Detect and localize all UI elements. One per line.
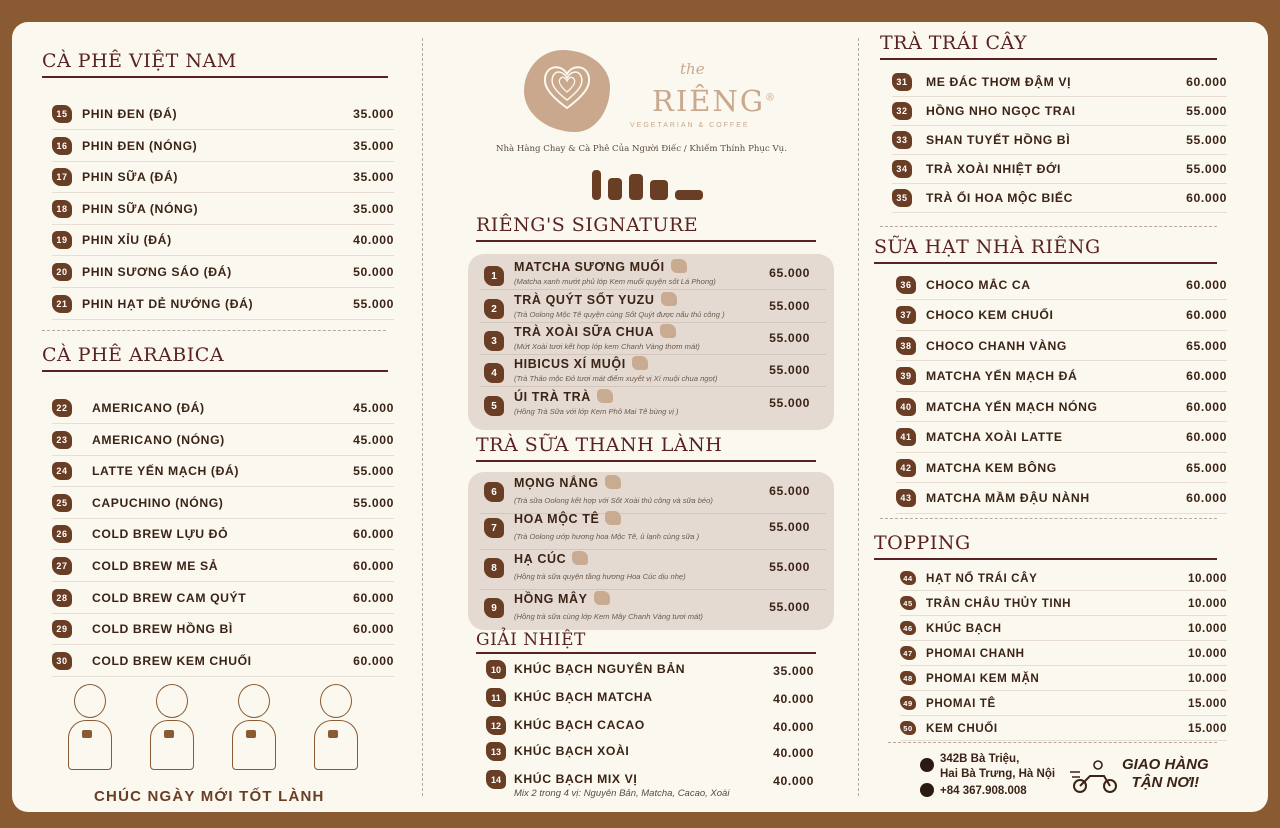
signature-item-row — [480, 510, 826, 550]
signature-item-row — [480, 474, 826, 514]
hand-sign-icon — [605, 511, 621, 525]
item-number-badge: 25 — [52, 494, 72, 512]
menu-item-row — [892, 126, 1227, 155]
menu-item-row — [52, 162, 394, 193]
item-price: 55.000 — [1186, 104, 1227, 118]
item-price: 15.000 — [1187, 696, 1227, 710]
item-name: PHOMAI TÊ — [926, 696, 996, 710]
signature-item-row — [480, 590, 826, 630]
item-name: KHÚC BẠCH NGUYÊN BẢN — [514, 662, 686, 676]
item-price: 10.000 — [1187, 621, 1227, 635]
item-description: (Hồng Trà Sữa với lớp Kem Phô Mai Tê bùng vị ) — [514, 407, 679, 416]
item-name: PHIN SỮA (ĐÁ) — [82, 170, 178, 185]
signature-item-row — [480, 291, 826, 323]
item-price: 60.000 — [1186, 430, 1227, 444]
item-price: 65.000 — [1186, 338, 1227, 353]
menu-item-row — [52, 614, 394, 645]
menu-item-row — [52, 225, 394, 256]
location-pin-icon — [920, 758, 934, 772]
item-price: 60.000 — [353, 527, 394, 542]
item-name: KEM CHUỐI — [926, 721, 998, 735]
signature-item-row — [480, 323, 826, 355]
item-number-badge: 33 — [892, 131, 912, 149]
item-description: Mix 2 trong 4 vị: Nguyên Bản, Matcha, Cacao, Xoài — [514, 788, 730, 799]
brand-subtitle: VEGETARIAN & COFFEE — [630, 122, 750, 129]
sign-language-hands-icon — [592, 170, 703, 200]
item-name-text: TRÀ XOÀI SỮA CHUA — [514, 325, 655, 339]
item-name: HẠT NỔ TRÁI CÂY — [926, 571, 1038, 585]
item-name: TRÀ XOÀI NHIỆT ĐỚI — [926, 162, 1061, 176]
item-name: SHAN TUYẾT HỒNG BÌ — [926, 133, 1071, 147]
hand-sign-icon — [594, 591, 610, 605]
item-price: 10.000 — [1187, 571, 1227, 585]
menu-item-row — [896, 331, 1227, 361]
menu-item-row — [896, 362, 1227, 392]
menu-item-row — [472, 656, 826, 683]
menu-item-row — [892, 68, 1227, 97]
item-price: 60.000 — [1186, 277, 1227, 292]
item-number-badge: 49 — [900, 696, 916, 710]
item-number-badge: 39 — [896, 367, 916, 385]
item-number-badge: 50 — [900, 721, 916, 735]
menu-item-row — [472, 738, 826, 765]
item-name: CHOCO KEM CHUỐI — [926, 308, 1054, 322]
address: 342B Bà Triệu, Hai Bà Trưng, Hà Nội — [940, 753, 1056, 780]
item-number-badge: 28 — [52, 589, 72, 607]
menu-item-row — [900, 641, 1227, 666]
item-name — [514, 475, 621, 490]
item-name — [514, 551, 588, 566]
menu-item-row — [892, 184, 1227, 213]
item-price: 65.000 — [769, 266, 810, 280]
column-divider — [858, 38, 859, 796]
item-name: KHÚC BẠCH MIX VỊ — [514, 772, 638, 786]
item-price: 35.000 — [773, 664, 814, 678]
item-number-badge: 21 — [52, 295, 72, 313]
section-title-ca-phe-arabica: CÀ PHÊ ARABICA — [42, 344, 388, 372]
item-name: HỒNG NHO NGỌC TRAI — [926, 104, 1076, 118]
menu-item-row — [52, 488, 394, 519]
item-number-badge: 12 — [486, 716, 506, 735]
item-name: CAPUCHINO (NÓNG) — [92, 495, 224, 510]
item-price: 55.000 — [769, 520, 810, 534]
signature-item-row — [480, 355, 826, 387]
item-name: PHIN SỮA (NÓNG) — [82, 201, 199, 216]
menu-item-row — [52, 393, 394, 424]
signature-item-row — [480, 550, 826, 590]
item-price: 60.000 — [353, 559, 394, 573]
item-number-badge: 34 — [892, 160, 912, 178]
menu-item-row — [52, 425, 394, 456]
item-number-badge: 11 — [486, 688, 506, 707]
hand-sign-icon — [572, 551, 588, 565]
menu-item-row — [892, 97, 1227, 126]
item-description: (Trà Oolong ướp hương hoa Mộc Tê, ủ lạnh cùng sữa ) — [514, 532, 700, 541]
item-name: KHÚC BẠCH XOÀI — [514, 744, 630, 758]
item-name: COLD BREW ME SẢ — [92, 559, 219, 573]
item-number-badge: 2 — [484, 299, 504, 319]
menu-item-row — [896, 453, 1227, 483]
sign-language-illustration — [62, 678, 364, 776]
item-price: 60.000 — [1186, 399, 1227, 414]
person-illustration — [226, 678, 282, 776]
menu-item-row — [52, 99, 394, 130]
item-name-text: TRÀ QUÝT SỐT YUZU — [514, 293, 655, 307]
item-number-badge: 7 — [484, 518, 504, 538]
item-price: 60.000 — [1186, 369, 1227, 383]
column-center — [456, 22, 826, 812]
item-name: LATTE YẾN MẠCH (ĐÁ) — [92, 464, 240, 479]
item-price: 10.000 — [1187, 671, 1227, 685]
item-price: 55.000 — [1186, 133, 1227, 147]
item-name: PHIN XỈU (ĐÁ) — [82, 233, 172, 248]
item-name — [514, 356, 648, 371]
item-number-badge: 42 — [896, 459, 916, 477]
item-price: 10.000 — [1187, 646, 1227, 660]
item-name: PHOMAI CHANH — [926, 646, 1025, 660]
greeting-text: CHÚC NGÀY MỚI TỐT LÀNH — [94, 788, 325, 805]
item-name-text: HẠ CÚC — [514, 552, 567, 566]
item-price: 60.000 — [1186, 491, 1227, 505]
item-name: MATCHA YẾN MẠCH ĐÁ — [926, 369, 1078, 383]
item-price: 40.000 — [773, 746, 814, 760]
item-price: 55.000 — [769, 560, 810, 574]
item-name: KHÚC BẠCH — [926, 621, 1002, 635]
menu-board — [12, 22, 1268, 812]
item-number-badge: 47 — [900, 646, 916, 660]
item-number-badge: 4 — [484, 363, 504, 383]
menu-item-row — [900, 716, 1227, 741]
menu-item-row — [52, 194, 394, 225]
menu-item-row — [900, 591, 1227, 616]
item-number-badge: 18 — [52, 200, 72, 218]
item-price: 55.000 — [769, 331, 810, 345]
hand-sign-icon — [661, 292, 677, 306]
item-price: 60.000 — [1186, 191, 1227, 205]
item-number-badge: 3 — [484, 331, 504, 351]
item-price: 15.000 — [1187, 721, 1227, 735]
item-description: (Hồng trà sữa quyện tầng hương Hoa Cúc dịu nhẹ) — [514, 572, 686, 581]
item-price: 55.000 — [353, 464, 394, 479]
menu-item-row — [900, 691, 1227, 716]
item-name: CHOCO CHANH VÀNG — [926, 338, 1067, 353]
item-price: 65.000 — [769, 484, 810, 498]
divider — [888, 742, 1217, 743]
section-title-sua-hat: SỮA HẠT NHÀ RIÊNG — [874, 236, 1217, 264]
item-name: PHIN SƯƠNG SÁO (ĐÁ) — [82, 265, 232, 279]
item-number-badge: 31 — [892, 73, 912, 91]
section-title-signature: RIÊNG'S SIGNATURE — [476, 214, 816, 242]
item-price: 60.000 — [353, 622, 394, 637]
item-number-badge: 37 — [896, 306, 916, 324]
menu-item-row — [900, 616, 1227, 641]
phone-icon — [920, 783, 934, 797]
item-name: MATCHA XOÀI LATTE — [926, 430, 1063, 444]
item-name: TRÀ ỔI HOA MỘC BIẾC — [926, 191, 1074, 205]
item-price: 55.000 — [769, 600, 810, 614]
item-number-badge: 41 — [896, 428, 916, 446]
item-name-text: HIBICUS XÍ MUỘI — [514, 357, 626, 371]
menu-item-row — [896, 270, 1227, 300]
item-number-badge: 23 — [52, 431, 72, 449]
item-number-badge: 46 — [900, 621, 916, 635]
item-number-badge: 44 — [900, 571, 916, 585]
item-price: 60.000 — [353, 653, 394, 668]
item-price: 60.000 — [353, 590, 394, 605]
item-number-badge: 40 — [896, 398, 916, 416]
item-number-badge: 22 — [52, 399, 72, 417]
person-illustration — [62, 678, 118, 776]
menu-item-row — [472, 766, 826, 799]
item-price: 55.000 — [769, 299, 810, 313]
column-left — [42, 22, 394, 812]
item-price: 35.000 — [353, 107, 394, 121]
fingerprint-heart-logo — [524, 50, 610, 132]
item-number-badge: 17 — [52, 168, 72, 186]
item-price: 55.000 — [1186, 162, 1227, 176]
item-description: (Trà sữa Oolong kết hợp với Sốt Xoài thủ công và sữa béo) — [514, 496, 713, 505]
menu-item-row — [52, 456, 394, 487]
tagline: Nhà Hàng Chay & Cà Phê Của Người Điếc / Khiếm Thính Phục Vụ. — [496, 144, 787, 154]
menu-item-row — [896, 301, 1227, 331]
item-price: 45.000 — [353, 432, 394, 447]
item-number-badge: 38 — [896, 337, 916, 355]
menu-item-row — [52, 519, 394, 550]
item-name: AMERICANO (ĐÁ) — [92, 401, 205, 415]
column-divider — [422, 38, 423, 796]
menu-item-row — [900, 666, 1227, 691]
person-illustration — [144, 678, 200, 776]
divider — [42, 330, 386, 331]
item-number-badge: 5 — [484, 396, 504, 416]
item-name: PHIN ĐEN (ĐÁ) — [82, 107, 178, 121]
column-right — [872, 22, 1227, 812]
hand-sign-icon — [605, 475, 621, 489]
item-description: (Hồng trà sữa cùng lớp Kem Mây Chanh Vàng tươi mát) — [514, 612, 703, 621]
item-price: 50.000 — [353, 265, 394, 279]
menu-item-row — [896, 484, 1227, 514]
item-name-text: MỌNG NẮNG — [514, 476, 599, 490]
item-number-badge: 19 — [52, 231, 72, 249]
delivery-text: GIAO HÀNG TẬN NƠI! — [1122, 756, 1209, 791]
menu-item-row — [896, 392, 1227, 422]
item-price: 10.000 — [1187, 596, 1227, 610]
menu-item-row — [472, 684, 826, 711]
item-name: MATCHA MẦM ĐẬU NÀNH — [926, 491, 1090, 505]
item-name-text: MATCHA SƯƠNG MUỐI — [514, 260, 665, 274]
item-price: 60.000 — [1186, 308, 1227, 322]
item-number-badge: 9 — [484, 598, 504, 618]
item-price: 55.000 — [353, 495, 394, 510]
phone-number: +84 367.908.008 — [940, 785, 1027, 797]
item-name: ME ĐÁC THƠM ĐẬM VỊ — [926, 75, 1072, 89]
item-name — [514, 292, 677, 307]
item-name: TRÂN CHÂU THỦY TINH — [926, 596, 1072, 610]
item-number-badge: 8 — [484, 558, 504, 578]
item-name — [514, 511, 621, 526]
item-name: COLD BREW CAM QUÝT — [92, 590, 247, 605]
person-illustration — [308, 678, 364, 776]
item-description: (Matcha xanh mướt phủ lớp Kem muối quyện sốt Lá Phong) — [514, 277, 716, 286]
hand-sign-icon — [632, 356, 648, 370]
item-price: 55.000 — [769, 396, 810, 410]
item-number-badge: 10 — [486, 660, 506, 679]
delivery-scooter-icon — [1068, 758, 1120, 794]
item-number-badge: 29 — [52, 620, 72, 638]
signature-item-row — [480, 388, 826, 420]
item-name: PHOMAI KEM MẶN — [926, 671, 1040, 685]
item-name: KHÚC BẠCH CACAO — [514, 718, 645, 732]
item-description: (Trà Oolong Mộc Tê quyện cùng Sốt Quýt được nấu thủ công ) — [514, 310, 725, 319]
item-price: 35.000 — [353, 201, 394, 216]
item-name: PHIN ĐEN (NÓNG) — [82, 138, 198, 153]
item-number-badge: 20 — [52, 263, 72, 281]
item-name: MATCHA YẾN MẠCH NÓNG — [926, 399, 1098, 414]
hand-sign-icon — [597, 389, 613, 403]
menu-item-row — [52, 551, 394, 582]
item-price: 55.000 — [353, 296, 394, 311]
item-name: COLD BREW KEM CHUỐI — [92, 653, 252, 668]
item-description: (Mứt Xoài tươi kết hợp lớp kem Chanh Vàng thơm mát) — [514, 342, 700, 351]
item-number-badge: 45 — [900, 596, 916, 610]
section-title-ca-phe-viet-nam: CÀ PHÊ VIỆT NAM — [42, 50, 388, 78]
item-number-badge: 27 — [52, 557, 72, 575]
signature-item-row — [480, 258, 826, 290]
item-number-badge: 6 — [484, 482, 504, 502]
item-number-badge: 48 — [900, 671, 916, 685]
item-price: 35.000 — [353, 170, 394, 185]
item-description: (Trà Thảo mộc Đỏ tươi mát điểm xuyết vị Xí muội chua ngọt) — [514, 374, 718, 383]
item-name-text: HOA MỘC TÊ — [514, 512, 600, 526]
item-price: 55.000 — [769, 363, 810, 377]
brand-the: the — [680, 60, 705, 78]
section-title-tra-trai-cay: TRÀ TRÁI CÂY — [880, 32, 1217, 60]
menu-item-row — [896, 423, 1227, 453]
menu-item-row — [52, 257, 394, 288]
brand-name: RIÊNG® — [652, 84, 778, 118]
item-name: AMERICANO (NÓNG) — [92, 432, 225, 447]
item-number-badge: 36 — [896, 276, 916, 294]
item-number-badge: 14 — [486, 770, 506, 789]
item-number-badge: 26 — [52, 525, 72, 543]
item-number-badge: 1 — [484, 266, 504, 286]
item-price: 40.000 — [353, 233, 394, 248]
menu-item-row — [892, 155, 1227, 184]
item-name — [514, 591, 610, 606]
item-price: 45.000 — [353, 401, 394, 415]
item-name: MATCHA KEM BÔNG — [926, 460, 1057, 475]
item-name: PHIN HẠT DẺ NƯỚNG (ĐÁ) — [82, 296, 254, 311]
item-price: 40.000 — [773, 692, 814, 706]
menu-item-row — [52, 646, 394, 677]
item-name: CHOCO MẮC CA — [926, 277, 1031, 292]
hand-sign-icon — [660, 324, 676, 338]
item-number-badge: 24 — [52, 462, 72, 480]
item-name: KHÚC BẠCH MATCHA — [514, 690, 653, 704]
section-title-giai-nhiet: GIẢI NHIỆT — [476, 630, 816, 654]
item-price: 40.000 — [773, 720, 814, 734]
menu-item-row — [52, 289, 394, 320]
item-price: 40.000 — [773, 774, 814, 788]
item-number-badge: 13 — [486, 742, 506, 761]
item-number-badge: 32 — [892, 102, 912, 120]
divider — [880, 518, 1217, 519]
item-price: 60.000 — [1186, 75, 1227, 89]
item-number-badge: 30 — [52, 652, 72, 670]
menu-item-row — [472, 712, 826, 739]
item-name-text: ÚI TRÀ TRÀ — [514, 390, 591, 404]
item-name-text: HỒNG MÂY — [514, 592, 588, 606]
item-number-badge: 15 — [52, 105, 72, 123]
item-number-badge: 16 — [52, 137, 72, 155]
item-name — [514, 324, 676, 339]
item-name: COLD BREW HỒNG BÌ — [92, 622, 233, 637]
item-price: 35.000 — [353, 138, 394, 153]
item-number-badge: 35 — [892, 189, 912, 207]
section-title-topping: TOPPING — [874, 532, 1217, 560]
menu-item-row — [52, 131, 394, 162]
item-name — [514, 389, 613, 404]
divider — [880, 226, 1217, 227]
menu-item-row — [52, 583, 394, 614]
item-number-badge: 43 — [896, 489, 916, 507]
section-title-tra-sua: TRÀ SỮA THANH LÀNH — [476, 434, 816, 462]
item-price: 65.000 — [1186, 460, 1227, 475]
menu-item-row — [900, 566, 1227, 591]
item-name — [514, 259, 687, 274]
hand-sign-icon — [671, 259, 687, 273]
item-name: COLD BREW LỰU ĐỎ — [92, 527, 229, 542]
